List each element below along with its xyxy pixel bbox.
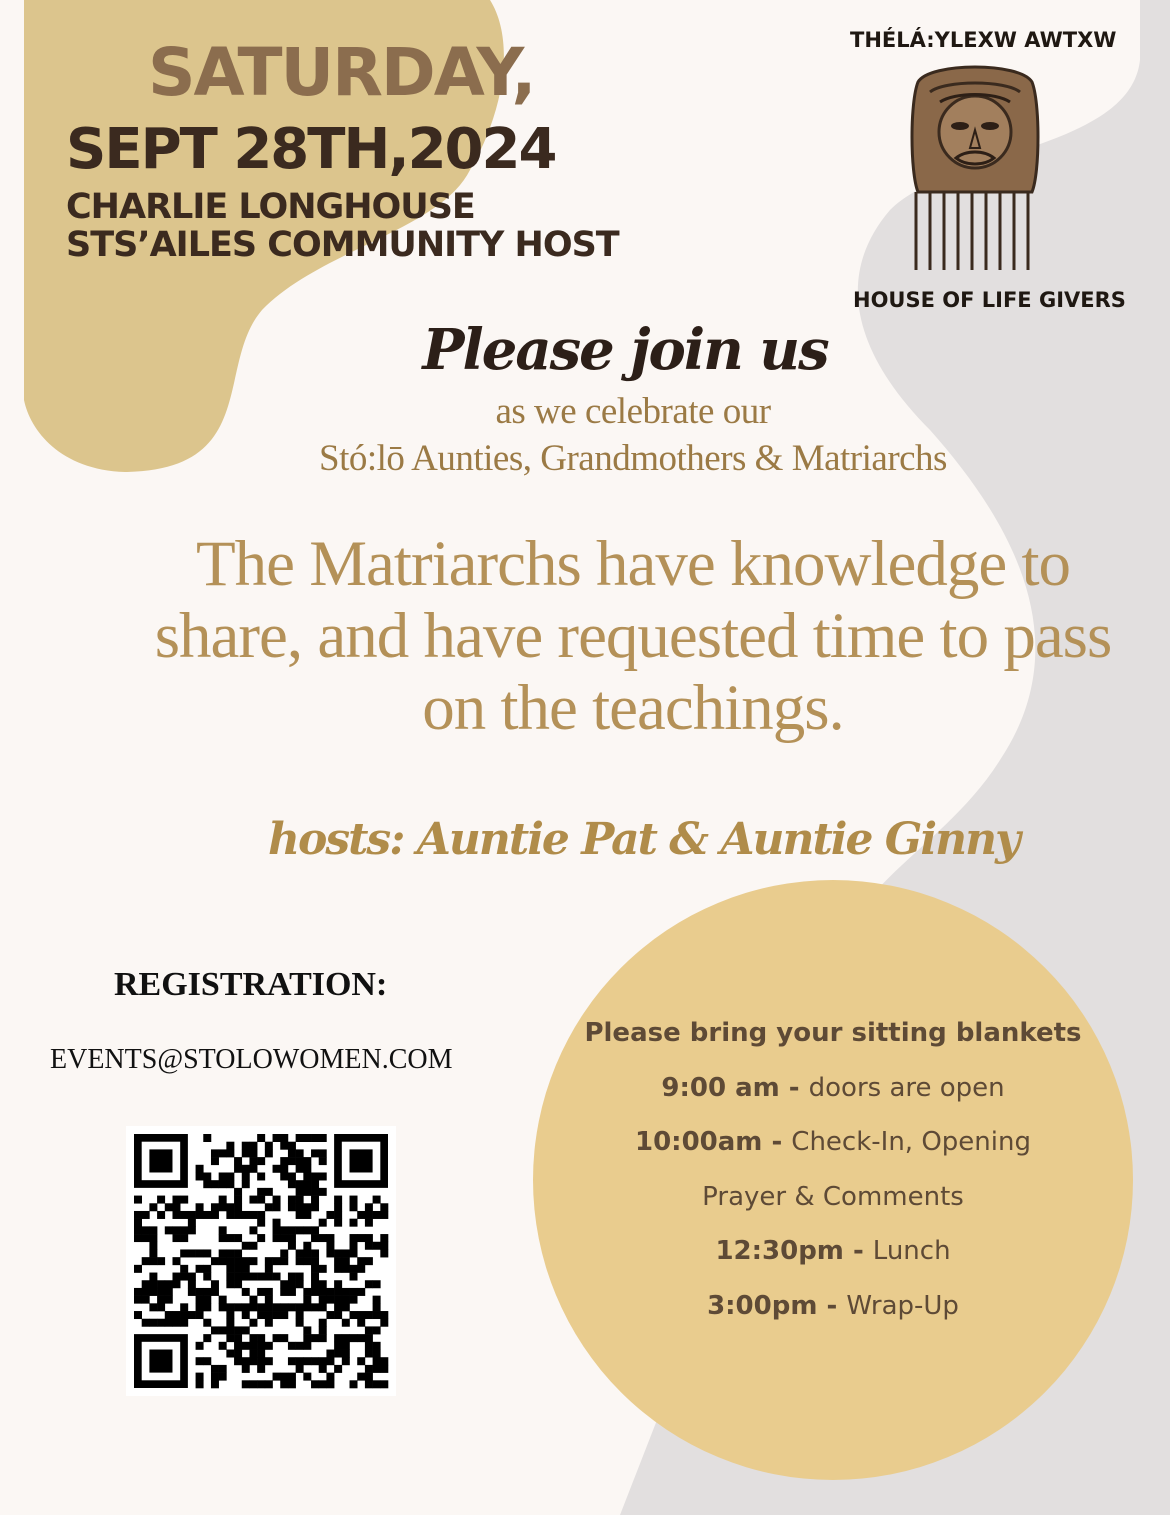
schedule-item: Prayer & Comments xyxy=(702,1181,964,1212)
invitation-headline: Please join us xyxy=(422,317,828,383)
event-location xyxy=(66,188,619,264)
comb-face-logo-icon xyxy=(900,62,1050,274)
schedule-note: Please bring your sitting blankets xyxy=(584,1018,1082,1048)
invitation-line-2: Stó:lō Aunties, Grandmothers & Matriarchs xyxy=(319,438,947,479)
qr-code-icon[interactable] xyxy=(126,1126,396,1396)
registration-label: REGISTRATION: xyxy=(114,966,388,1003)
schedule-item: 12:30pm - Lunch xyxy=(715,1236,951,1266)
org-name-bottom: HOUSE OF LIFE GIVERS xyxy=(853,288,1126,312)
schedule-item: 10:00am - Check-In, Opening xyxy=(635,1127,1031,1157)
schedule-item: 3:00pm - Wrap-Up xyxy=(707,1290,959,1321)
invitation-subtext xyxy=(0,388,1170,482)
qr-finder-pattern xyxy=(334,1134,388,1188)
invitation-line-1: as we celebrate our xyxy=(495,391,771,432)
org-name-top: THÉLÁ:YLEXW AWTXW xyxy=(850,28,1117,52)
schedule xyxy=(560,1006,1106,1333)
matriarchs-quote: The Matriarchs have knowledge to share, and have requested time to pass on the teachings. xyxy=(154,528,1112,744)
host-community: STS’AILES COMMUNITY HOST xyxy=(66,225,619,265)
event-day: SATURDAY, xyxy=(148,34,535,111)
registration-email[interactable]: EVENTS@STOLOWOMEN.COM xyxy=(50,1044,453,1075)
hosts-line: hosts: Auntie Pat & Auntie Ginny xyxy=(268,814,1019,865)
qr-finder-pattern xyxy=(134,1334,188,1388)
qr-finder-pattern xyxy=(134,1134,188,1188)
schedule-item: 9:00 am - doors are open xyxy=(661,1072,1005,1103)
venue-name: CHARLIE LONGHOUSE xyxy=(66,187,475,227)
event-date: SEPT 28TH,2024 xyxy=(66,117,556,182)
